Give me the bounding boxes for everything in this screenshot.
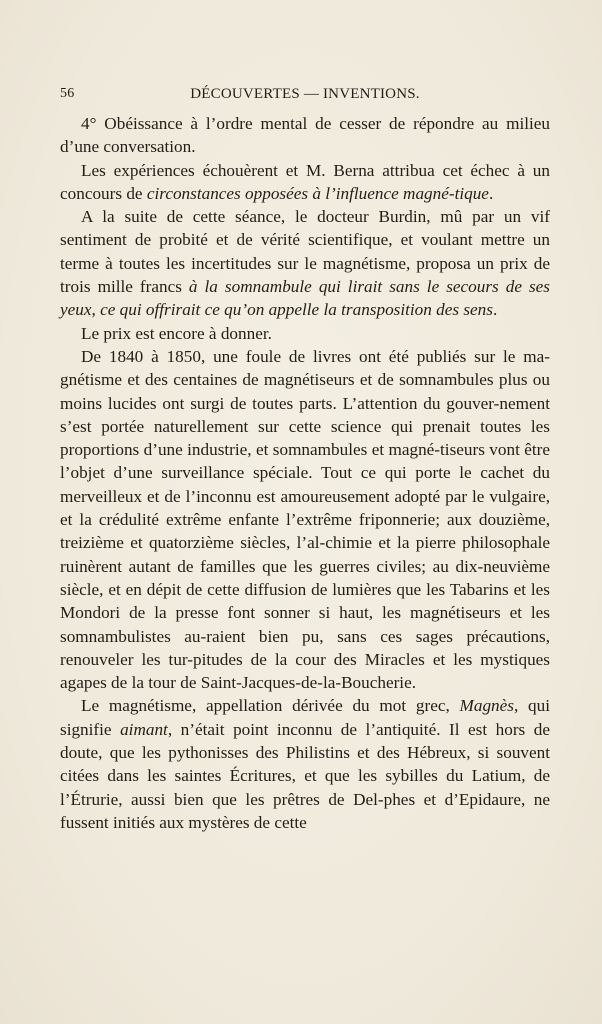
text-run: 4° Obéissance à l’ordre mental de cesser de répondre au milieu d’une conversation. [60,114,550,157]
text-run: . [488,183,494,203]
page-number: 56 [60,86,75,101]
text-run: Les expériences échouèrent et M. Berna attribua cet échec à un concours de [60,160,550,203]
italic-text: aimant [120,719,168,739]
paragraph [60,322,550,345]
italic-text: ce qui offrirait ce qu’on appelle la transposition des sens [100,300,493,320]
italic-text: Magnès [459,696,514,716]
paragraph [60,159,550,206]
text-run: Le prix est encore à donner. [81,323,272,343]
italic-text: à la somnambule qui lirait sans le secours de ses yeux [60,277,550,320]
running-head [60,86,550,106]
paragraph [60,345,550,694]
paragraph [60,112,550,159]
body-text [60,112,550,834]
text-run: , [91,300,101,320]
running-title: DÉCOUVERTES — INVENTIONS. [190,86,420,102]
italic-text: circonstances opposées à l’influence magné-tique [146,183,489,203]
text-run: . [492,300,498,320]
text-run: A la suite de cette séance, le docteur Burdin, mû par un vif sentiment de probité et de vérité scientifique, et voulant mettre un terme à toutes les incertitudes sur le magnétisme, proposa un prix de trois mille francs [60,207,550,297]
text-run: , qui signifie [60,696,550,739]
paragraph [60,205,550,321]
text-run: De 1840 à 1850, une foule de livres ont été publiés sur le ma-gnétisme et des centaines de magnétiseurs et de somnambules plus ou moins lucides ont surgi de toutes parts. L’attention du gouver-nement s’est portée naturellement sur cette science qui prenait toutes les proportions d’une industrie, et somnambules et magné-tiseurs vont être l’objet d’une surveillance spéciale. Tout ce qui porte le cachet du merveilleux et de l’inconnu est amoureusement adopté par le vulgaire, et la crédulité extrême enfante l’extrême friponnerie; aux douzième, treizième et quatorzième siècles, l’al-chimie et la pierre philosophale ruinèrent autant de familles que les guerres civiles; au dix-neuvième siècle, et en dépit de cette diffusion de lumières que les Tabarins et les Mondori de la presse font sonner si haut, les magnétiseurs et les somnambulistes au-raient bien pu, sans ces sages précautions, renouveler les tur-pitudes de la cour des Miracles et les mystiques agapes de la tour de Saint-Jacques-de-la-Boucherie. [60,346,550,693]
text-run: , n’était point inconnu de l’antiquité. Il est hors de doute, que les pythonisses des Philistins et des Hébreux, si souvent citées dans les saintes Écritures, et que les sybilles du Latium, de l’Étrurie, aussi bien que les prêtres de Del-phes et d’Epidaure, ne fussent initiés aux mystères de cette [60,719,550,832]
text-run: Le magnétisme, appellation dérivée du mot grec, [81,696,460,716]
paragraph [60,694,550,834]
